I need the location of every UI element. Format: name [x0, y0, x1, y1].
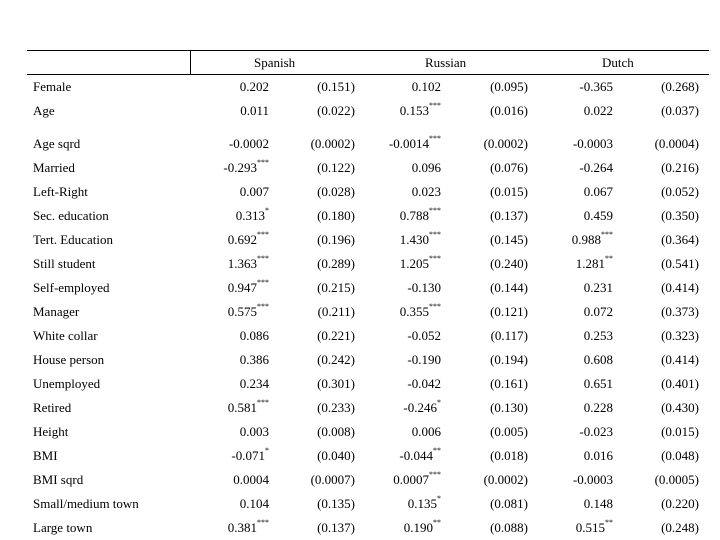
coefficient-value: 0.202: [239, 79, 269, 94]
coefficient-cell: [584, 496, 613, 512]
significance-stars: ***: [429, 230, 441, 239]
coefficient-value: -0.071: [231, 448, 265, 463]
coefficient-value: 0.651: [583, 376, 613, 391]
coefficient-cell: [573, 472, 613, 488]
standard-error-cell: (0.350): [661, 208, 699, 223]
coefficient-cell: [240, 376, 269, 392]
table-row: [0, 304, 720, 324]
coefficient-cell: [412, 184, 441, 200]
coefficient-value: 0.102: [411, 79, 441, 94]
coefficient-cell: [584, 376, 613, 392]
coefficient-cell: [412, 424, 441, 440]
significance-stars: ***: [429, 254, 441, 263]
significance-stars: ***: [429, 302, 441, 311]
standard-error-cell: (0.0002): [483, 472, 528, 487]
standard-error-cell: (0.088): [490, 520, 528, 535]
coefficient-value: 0.016: [583, 448, 613, 463]
coefficient-value: 0.234: [239, 376, 269, 391]
significance-stars: ***: [429, 134, 441, 143]
coefficient-value: 0.0004: [233, 472, 269, 487]
standard-error-cell: (0.364): [661, 232, 699, 247]
standard-error-cell: (0.215): [317, 280, 355, 295]
table-row: [0, 256, 720, 276]
coefficient-value: 0.022: [583, 103, 613, 118]
significance-stars: **: [433, 518, 441, 527]
coefficient-cell: [584, 103, 613, 119]
standard-error-cell: (0.216): [661, 160, 699, 175]
significance-stars: ***: [429, 101, 441, 110]
row-label: White collar: [33, 328, 98, 343]
standard-error-cell: (0.220): [661, 496, 699, 511]
coefficient-cell: [400, 304, 441, 320]
coefficient-value: -0.052: [407, 328, 441, 343]
table-row: [0, 136, 720, 156]
table-row: [0, 520, 720, 540]
coefficient-value: 0.190: [403, 520, 433, 535]
coefficient-cell: [579, 424, 613, 440]
coefficient-cell: [228, 280, 269, 296]
standard-error-cell: (0.151): [317, 79, 355, 94]
coefficient-cell: [579, 79, 613, 95]
coefficient-value: -0.023: [579, 424, 613, 439]
standard-error-cell: (0.015): [661, 424, 699, 439]
table-row: [0, 328, 720, 348]
standard-error-cell: (0.145): [490, 232, 528, 247]
standard-error-cell: (0.018): [490, 448, 528, 463]
coefficient-value: 0.104: [239, 496, 269, 511]
coefficient-cell: [412, 160, 441, 176]
standard-error-cell: (0.0007): [310, 472, 355, 487]
coefficient-cell: [407, 376, 441, 392]
column-header-russian: Russian: [425, 55, 467, 70]
coefficient-cell: [240, 328, 269, 344]
coefficient-value: 1.363: [227, 256, 257, 271]
coefficient-cell: [404, 520, 441, 536]
standard-error-cell: (0.242): [317, 352, 355, 367]
standard-error-cell: (0.373): [661, 304, 699, 319]
row-label: House person: [33, 352, 105, 367]
coefficient-value: 0.788: [399, 208, 429, 223]
table-row: [0, 472, 720, 492]
row-label: Large town: [33, 520, 93, 535]
coefficient-cell: [584, 184, 613, 200]
standard-error-cell: (0.248): [661, 520, 699, 535]
standard-error-cell: (0.135): [317, 496, 355, 511]
standard-error-cell: (0.233): [317, 400, 355, 415]
coefficient-value: 0.007: [239, 184, 269, 199]
coefficient-value: 0.988: [571, 232, 601, 247]
row-label: Retired: [33, 400, 72, 415]
standard-error-cell: (0.122): [317, 160, 355, 175]
coefficient-cell: [573, 136, 613, 152]
coefficient-value: -0.0003: [572, 472, 613, 487]
significance-stars: ***: [429, 206, 441, 215]
coefficient-cell: [407, 352, 441, 368]
coefficient-value: 0.023: [411, 184, 441, 199]
standard-error-cell: (0.180): [317, 208, 355, 223]
standard-error-cell: (0.040): [317, 448, 355, 463]
table-row: [0, 79, 720, 99]
significance-stars: ***: [257, 398, 269, 407]
coefficient-cell: [240, 79, 269, 95]
standard-error-cell: (0.130): [490, 400, 528, 415]
standard-error-cell: (0.196): [317, 232, 355, 247]
significance-stars: ***: [257, 230, 269, 239]
standard-error-cell: (0.289): [317, 256, 355, 271]
coefficient-cell: [400, 232, 441, 248]
coefficient-cell: [228, 400, 269, 416]
coefficient-cell: [412, 79, 441, 95]
coefficient-cell: [228, 520, 269, 536]
standard-error-cell: (0.137): [490, 208, 528, 223]
standard-error-cell: (0.144): [490, 280, 528, 295]
row-label: Tert. Education: [33, 232, 113, 247]
coefficient-value: 0.153: [399, 103, 429, 118]
coefficient-value: 0.692: [227, 232, 257, 247]
header-column-divider: [190, 50, 191, 74]
standard-error-cell: (0.022): [317, 103, 355, 118]
significance-stars: ***: [257, 254, 269, 263]
significance-stars: *: [265, 206, 269, 215]
significance-stars: *: [265, 446, 269, 455]
coefficient-cell: [408, 496, 441, 512]
coefficient-value: 0.231: [583, 280, 613, 295]
coefficient-value: 0.515: [575, 520, 605, 535]
coefficient-cell: [584, 328, 613, 344]
standard-error-cell: (0.095): [490, 79, 528, 94]
coefficient-cell: [579, 160, 613, 176]
coefficient-cell: [236, 208, 269, 224]
coefficient-value: 0.148: [583, 496, 613, 511]
coefficient-cell: [584, 448, 613, 464]
table-row: [0, 400, 720, 420]
standard-error-cell: (0.028): [317, 184, 355, 199]
coefficient-cell: [576, 256, 613, 272]
standard-error-cell: (0.430): [661, 400, 699, 415]
coefficient-cell: [584, 400, 613, 416]
coefficient-cell: [229, 136, 269, 152]
standard-error-cell: (0.541): [661, 256, 699, 271]
table-top-rule: [27, 50, 709, 51]
coefficient-value: 0.253: [583, 328, 613, 343]
row-label: BMI sqrd: [33, 472, 84, 487]
significance-stars: ***: [257, 158, 269, 167]
standard-error-cell: (0.016): [490, 103, 528, 118]
coefficient-value: 0.355: [399, 304, 429, 319]
coefficient-value: 0.313: [235, 208, 265, 223]
coefficient-cell: [231, 448, 269, 464]
table-row: [0, 160, 720, 180]
coefficient-cell: [576, 520, 613, 536]
row-label: Female: [33, 79, 72, 94]
table-row: [0, 208, 720, 228]
coefficient-value: 0.011: [240, 103, 269, 118]
header-bottom-rule: [27, 74, 709, 75]
significance-stars: ***: [429, 470, 441, 479]
standard-error-cell: (0.414): [661, 352, 699, 367]
row-label: Self-employed: [33, 280, 110, 295]
significance-stars: ***: [257, 518, 269, 527]
coefficient-value: -0.0002: [228, 136, 269, 151]
standard-error-cell: (0.117): [490, 328, 528, 343]
standard-error-cell: (0.268): [661, 79, 699, 94]
significance-stars: ***: [257, 278, 269, 287]
coefficient-cell: [228, 256, 269, 272]
coefficient-value: 1.281: [575, 256, 605, 271]
standard-error-cell: (0.0002): [310, 136, 355, 151]
coefficient-value: 0.386: [239, 352, 269, 367]
significance-stars: **: [433, 446, 441, 455]
coefficient-value: -0.042: [407, 376, 441, 391]
table-row: [0, 448, 720, 468]
coefficient-value: 0.006: [411, 424, 441, 439]
standard-error-cell: (0.323): [661, 328, 699, 343]
table-row: [0, 496, 720, 516]
coefficient-value: 1.205: [399, 256, 429, 271]
standard-error-cell: (0.301): [317, 376, 355, 391]
coefficient-cell: [584, 304, 613, 320]
coefficient-cell: [240, 352, 269, 368]
standard-error-cell: (0.076): [490, 160, 528, 175]
coefficient-value: -0.246: [403, 400, 437, 415]
row-label: Height: [33, 424, 69, 439]
standard-error-cell: (0.0002): [483, 136, 528, 151]
coefficient-value: 0.608: [583, 352, 613, 367]
row-label: Manager: [33, 304, 80, 319]
standard-error-cell: (0.081): [490, 496, 528, 511]
standard-error-cell: (0.194): [490, 352, 528, 367]
row-label: Still student: [33, 256, 96, 271]
coefficient-cell: [403, 400, 441, 416]
coefficient-cell: [584, 208, 613, 224]
standard-error-cell: (0.221): [317, 328, 355, 343]
table-row: [0, 103, 720, 123]
significance-stars: ***: [257, 302, 269, 311]
significance-stars: *: [437, 398, 441, 407]
row-label: Left-Right: [33, 184, 88, 199]
table-row: [0, 424, 720, 444]
coefficient-cell: [240, 103, 269, 119]
coefficient-value: 0.0007: [393, 472, 429, 487]
coefficient-cell: [240, 424, 269, 440]
coefficient-value: 0.947: [227, 280, 257, 295]
coefficient-cell: [228, 304, 269, 320]
standard-error-cell: (0.048): [661, 448, 699, 463]
standard-error-cell: (0.414): [661, 280, 699, 295]
standard-error-cell: (0.052): [661, 184, 699, 199]
standard-error-cell: (0.211): [317, 304, 355, 319]
coefficient-value: 0.003: [239, 424, 269, 439]
coefficient-value: 0.381: [227, 520, 257, 535]
table-row: [0, 184, 720, 204]
table-row: [0, 280, 720, 300]
row-label: Age sqrd: [33, 136, 81, 151]
table-row: [0, 352, 720, 372]
column-header-dutch: Dutch: [602, 55, 634, 70]
coefficient-cell: [393, 472, 441, 488]
coefficient-value: 0.581: [227, 400, 257, 415]
coefficient-cell: [389, 136, 441, 152]
coefficient-value: -0.293: [223, 160, 257, 175]
coefficient-cell: [400, 208, 441, 224]
standard-error-cell: (0.008): [317, 424, 355, 439]
coefficient-value: -0.0003: [572, 136, 613, 151]
coefficient-cell: [399, 448, 441, 464]
coefficient-value: 0.459: [583, 208, 613, 223]
standard-error-cell: (0.401): [661, 376, 699, 391]
coefficient-cell: [223, 160, 269, 176]
standard-error-cell: (0.005): [490, 424, 528, 439]
coefficient-value: 0.096: [411, 160, 441, 175]
row-label: Married: [33, 160, 75, 175]
coefficient-value: -0.365: [579, 79, 613, 94]
row-label: Age: [33, 103, 55, 118]
coefficient-cell: [400, 103, 441, 119]
significance-stars: **: [605, 254, 613, 263]
row-label: Sec. education: [33, 208, 109, 223]
coefficient-cell: [240, 184, 269, 200]
standard-error-cell: (0.137): [317, 520, 355, 535]
standard-error-cell: (0.0005): [654, 472, 699, 487]
standard-error-cell: (0.015): [490, 184, 528, 199]
coefficient-value: 0.072: [583, 304, 613, 319]
standard-error-cell: (0.037): [661, 103, 699, 118]
coefficient-value: 0.135: [407, 496, 437, 511]
row-label: Unemployed: [33, 376, 101, 391]
coefficient-cell: [228, 232, 269, 248]
coefficient-cell: [584, 352, 613, 368]
coefficient-value: 0.228: [583, 400, 613, 415]
coefficient-value: -0.190: [407, 352, 441, 367]
significance-stars: *: [437, 494, 441, 503]
coefficient-value: 0.067: [583, 184, 613, 199]
coefficient-value: 0.086: [239, 328, 269, 343]
coefficient-cell: [584, 280, 613, 296]
coefficient-cell: [407, 280, 441, 296]
significance-stars: ***: [601, 230, 613, 239]
coefficient-value: -0.044: [399, 448, 433, 463]
coefficient-value: -0.0014: [388, 136, 429, 151]
row-label: BMI: [33, 448, 58, 463]
coefficient-cell: [233, 472, 269, 488]
coefficient-cell: [400, 256, 441, 272]
standard-error-cell: (0.0004): [654, 136, 699, 151]
standard-error-cell: (0.161): [490, 376, 528, 391]
coefficient-value: 1.430: [399, 232, 429, 247]
standard-error-cell: (0.240): [490, 256, 528, 271]
coefficient-cell: [240, 496, 269, 512]
coefficient-value: 0.575: [227, 304, 257, 319]
table-row: [0, 376, 720, 396]
coefficient-cell: [572, 232, 613, 248]
column-header-spanish: Spanish: [254, 55, 296, 70]
coefficient-cell: [407, 328, 441, 344]
standard-error-cell: (0.121): [490, 304, 528, 319]
significance-stars: **: [605, 518, 613, 527]
row-label: Small/medium town: [33, 496, 139, 511]
coefficient-value: -0.130: [407, 280, 441, 295]
table-row: [0, 232, 720, 252]
coefficient-value: -0.264: [579, 160, 613, 175]
